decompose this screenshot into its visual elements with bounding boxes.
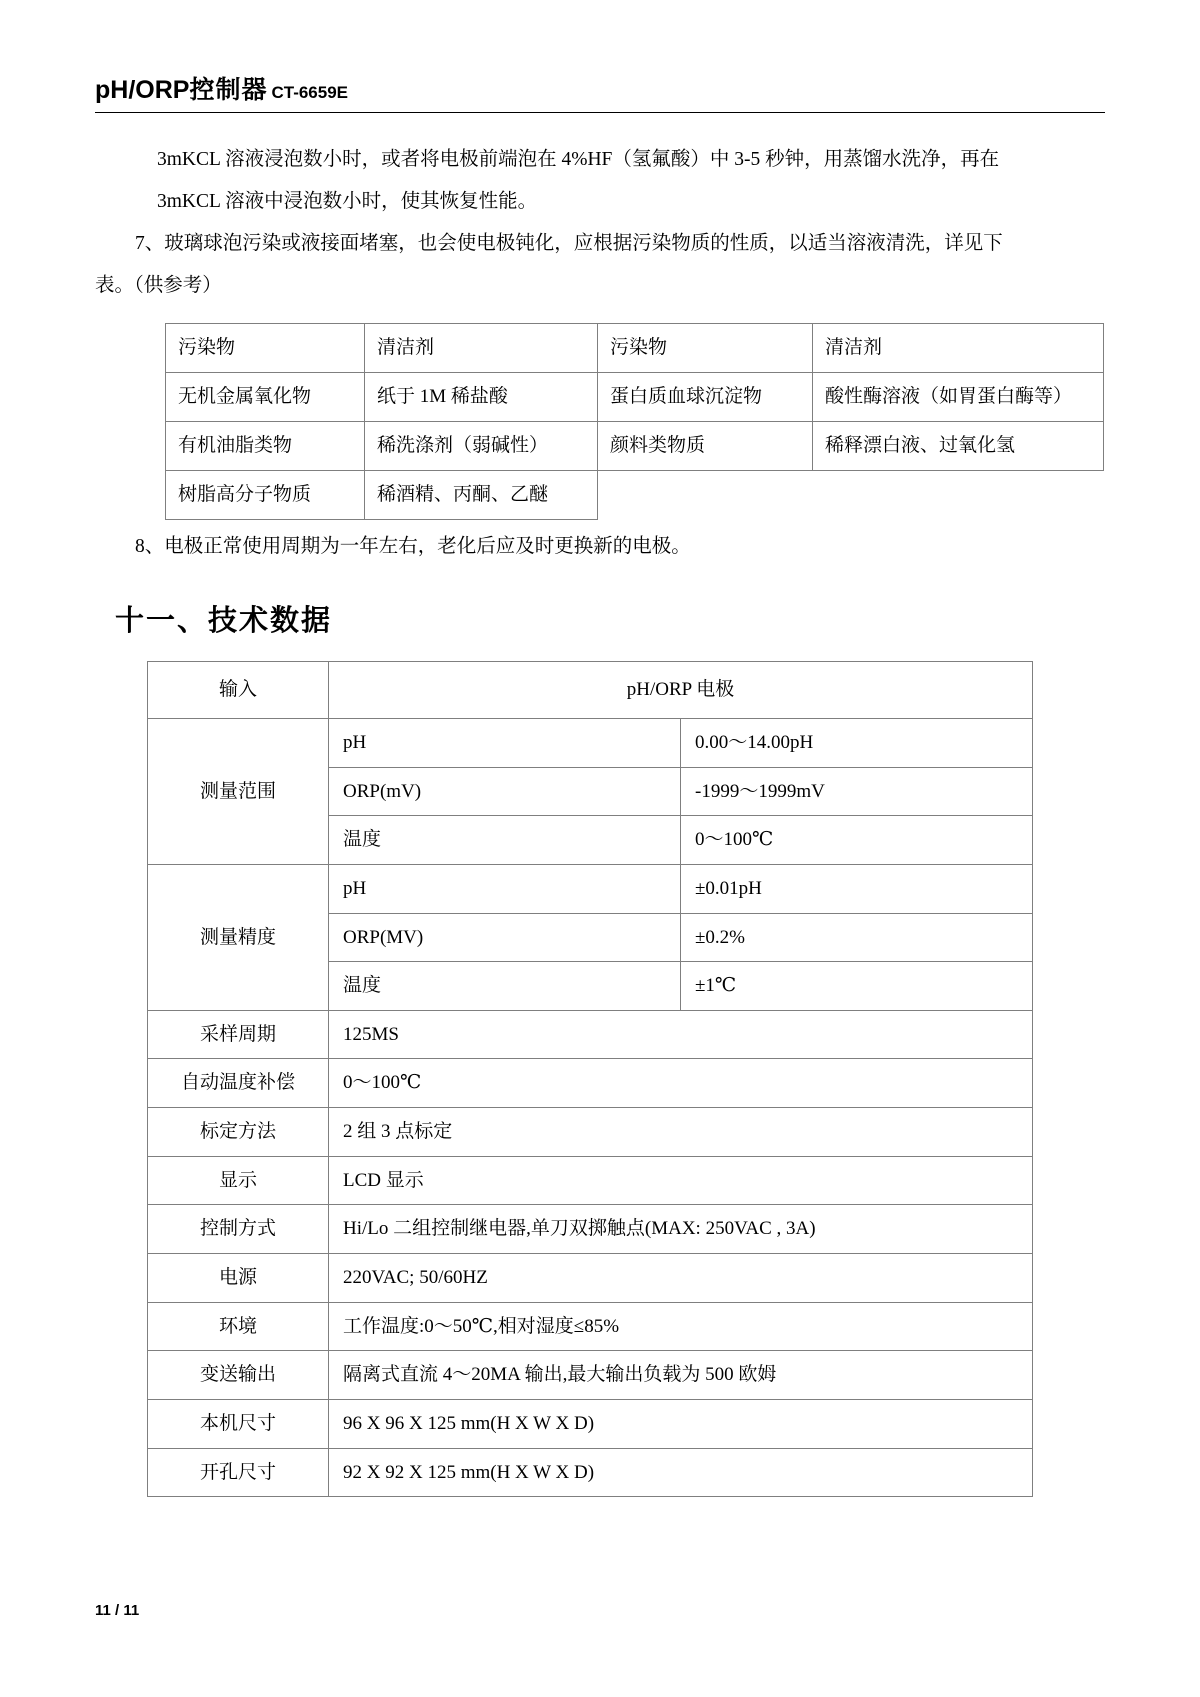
table-row <box>148 1254 1033 1303</box>
section-heading-technical-data: 十一、技术数据 <box>115 605 333 637</box>
table-row <box>148 1351 1033 1400</box>
list-item-8: 8、电极正常使用周期为一年左右，老化后应及时更换新的电极。 <box>135 536 691 557</box>
cell-cleaner: 稀释漂白液、过氧化氢 <box>813 422 1104 471</box>
cell-value: LCD 显示 <box>329 1156 1033 1205</box>
cell-cleaner: 稀洗涤剂（弱碱性） <box>365 422 598 471</box>
row-label-display: 显示 <box>148 1156 329 1205</box>
table-row <box>166 373 1104 422</box>
column-header-pollutant-2: 污染物 <box>598 324 813 373</box>
table-row <box>148 1059 1033 1108</box>
cell-value: -1999～1999mV <box>681 767 1033 816</box>
table-row <box>166 471 1104 520</box>
cell-value: 125MS <box>329 1010 1033 1059</box>
table-row <box>148 1156 1033 1205</box>
cell-value: 隔离式直流 4～20MA 输出,最大输出负载为 500 欧姆 <box>329 1351 1033 1400</box>
document-header <box>95 70 1105 113</box>
table-header-row <box>148 662 1033 719</box>
header-model-number: CT-6659E <box>271 83 349 102</box>
column-header-cleaner-2: 清洁剂 <box>813 324 1104 373</box>
cell-sub-parameter: pH <box>329 864 681 913</box>
column-header-cleaner-1: 清洁剂 <box>365 324 598 373</box>
cell-cleaner: 稀酒精、丙酮、乙醚 <box>365 471 598 520</box>
row-label-transmitter-output: 变送输出 <box>148 1351 329 1400</box>
cell-value: 2 组 3 点标定 <box>329 1108 1033 1157</box>
cell-pollutant: 有机油脂类物 <box>166 422 365 471</box>
table-row <box>148 1302 1033 1351</box>
row-label-control-mode: 控制方式 <box>148 1205 329 1254</box>
cell-sub-parameter: ORP(MV) <box>329 913 681 962</box>
technical-specification-table <box>147 661 1033 1497</box>
cell-pollutant: 蛋白质血球沉淀物 <box>598 373 813 422</box>
header-title-cn: 控制器 <box>189 77 268 104</box>
table-row <box>148 1205 1033 1254</box>
cell-empty <box>813 471 1104 520</box>
row-label-measurement-range: 测量范围 <box>148 719 329 865</box>
table-row <box>166 422 1104 471</box>
row-label-auto-temp-compensation: 自动温度补偿 <box>148 1059 329 1108</box>
table-row <box>148 864 1033 913</box>
table-row <box>148 719 1033 768</box>
row-label-sampling-period: 采样周期 <box>148 1010 329 1059</box>
cell-pollutant: 无机金属氧化物 <box>166 373 365 422</box>
row-label-environment: 环境 <box>148 1302 329 1351</box>
cell-cleaner: 纸于 1M 稀盐酸 <box>365 373 598 422</box>
cell-sub-parameter: pH <box>329 719 681 768</box>
cell-pollutant: 颜料类物质 <box>598 422 813 471</box>
cell-cleaner: 酸性酶溶液（如胃蛋白酶等） <box>813 373 1104 422</box>
table-row <box>148 1010 1033 1059</box>
cell-value: 工作温度:0～50℃,相对湿度≤85% <box>329 1302 1033 1351</box>
cell-pollutant: 树脂高分子物质 <box>166 471 365 520</box>
row-label-cutout-dimensions: 开孔尺寸 <box>148 1448 329 1497</box>
list-item-7-line1: 7、玻璃球泡污染或液接面堵塞，也会使电极钝化，应根据污染物质的性质，以适当溶液清洗，详见下 <box>135 233 1003 254</box>
row-label-calibration-method: 标定方法 <box>148 1108 329 1157</box>
cell-value: 0.00～14.00pH <box>681 719 1033 768</box>
table-row <box>148 1399 1033 1448</box>
cell-sub-parameter: ORP(mV) <box>329 767 681 816</box>
cell-sub-parameter: 温度 <box>329 816 681 865</box>
cell-value: 92 X 92 X 125 mm(H X W X D) <box>329 1448 1033 1497</box>
paragraph-continuation-line1: 3mKCL 溶液浸泡数小时，或者将电极前端泡在 4%HF（氢氟酸）中 3-5 秒钟，用蒸馏水洗净，再在 <box>157 149 1000 170</box>
column-header-pollutant-1: 污染物 <box>166 324 365 373</box>
column-header-input: 输入 <box>148 662 329 719</box>
cell-value: ±1℃ <box>681 962 1033 1011</box>
cell-value: 0～100℃ <box>681 816 1033 865</box>
list-item-7-line2: 表。（供参考） <box>95 275 222 296</box>
row-label-unit-dimensions: 本机尺寸 <box>148 1399 329 1448</box>
table-row <box>148 1108 1033 1157</box>
cell-value: ±0.2% <box>681 913 1033 962</box>
cleaning-agents-table <box>165 323 1104 520</box>
header-title-main: pH/ORP <box>95 76 190 104</box>
paragraph-continuation-line2: 3mKCL 溶液中浸泡数小时，使其恢复性能。 <box>157 191 538 212</box>
row-label-measurement-accuracy: 测量精度 <box>148 864 329 1010</box>
cell-value: Hi/Lo 二组控制继电器,单刀双掷触点(MAX: 250VAC , 3A) <box>329 1205 1033 1254</box>
cell-value: 96 X 96 X 125 mm(H X W X D) <box>329 1399 1033 1448</box>
cell-sub-parameter: 温度 <box>329 962 681 1011</box>
row-label-power-supply: 电源 <box>148 1254 329 1303</box>
cell-value: 0～100℃ <box>329 1059 1033 1108</box>
cell-value: ±0.01pH <box>681 864 1033 913</box>
column-header-electrode: pH/ORP 电极 <box>329 662 1033 719</box>
table-header-row <box>166 324 1104 373</box>
table-row <box>148 1448 1033 1497</box>
cell-empty <box>598 471 813 520</box>
page-number-footer: 11 / 11 <box>95 1602 140 1619</box>
cell-value: 220VAC; 50/60HZ <box>329 1254 1033 1303</box>
